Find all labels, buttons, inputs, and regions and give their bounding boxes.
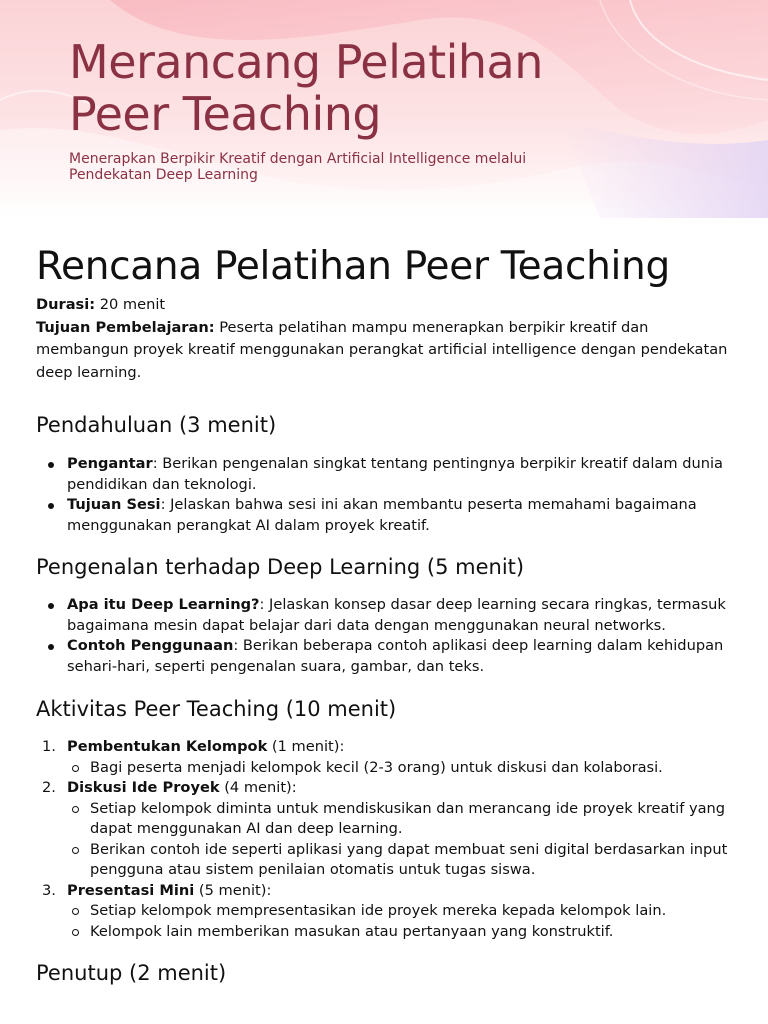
sub-item: Kelompok lain memberikan masukan atau pertanyaan yang konstruktif. <box>67 922 736 943</box>
numbered-list <box>36 737 736 942</box>
sub-item: Setiap kelompok mempresentasikan ide proyek mereka kepada kelompok lain. <box>67 901 736 922</box>
sub-item: Setiap kelompok diminta untuk mendiskusikan dan merancang ide proyek kreatif yang dapat menggunakan AI dan deep learning. <box>67 799 736 840</box>
item-term: Contoh Penggunaan <box>67 637 234 654</box>
item-number: 1. <box>42 738 56 755</box>
tujuan-label: Tujuan Pembelajaran: <box>36 318 215 336</box>
section-heading: Penutup (2 menit) <box>36 961 227 985</box>
item-number: 2. <box>42 779 56 796</box>
item-term: Pengantar <box>67 455 153 472</box>
item-text: : Berikan pengenalan singkat tentang pentingnya berpikir kreatif dalam dunia pendidikan dan teknologi. <box>67 455 723 493</box>
item-duration: (1 menit): <box>267 738 345 755</box>
item-term: Presentasi Mini <box>67 881 195 899</box>
item-term: Diskusi Ide Proyek <box>67 779 220 796</box>
section-aktivitas <box>36 694 736 942</box>
durasi-value: 20 menit <box>95 296 166 313</box>
durasi-label: Durasi: <box>36 296 96 313</box>
meta-info <box>36 294 736 384</box>
section-heading: Aktivitas Peer Teaching (10 menit) <box>36 697 397 721</box>
sub-list <box>67 901 736 942</box>
sub-item: Bagi peserta menjadi kelompok kecil (2-3 orang) untuk diskusi dan kolaborasi. <box>67 758 736 779</box>
item-text: : Jelaskan bahwa sesi ini akan membantu peserta memahami bagaimana menggunakan perangkat AI dalam proyek kreatif. <box>67 496 697 534</box>
item-number: 3. <box>42 881 56 899</box>
document-body <box>36 240 736 985</box>
page-title <box>69 36 709 140</box>
section-heading: Pendahuluan (3 menit) <box>36 413 277 437</box>
item-text: : Jelaskan konsep dasar deep learning secara ringkas, termasuk bagaimana mesin dapat belajar dari data dengan menggunakan neural networks. <box>67 596 726 634</box>
page-title-line2: Peer Teaching <box>69 87 382 141</box>
list-item <box>36 454 736 495</box>
list-item <box>36 636 736 677</box>
section-heading: Pengenalan terhadap Deep Learning (5 menit) <box>36 555 525 579</box>
page-subtitle-line1: Menerapkan Berpikir Kreatif dengan Artificial Intelligence melalui <box>69 151 527 167</box>
document-title: Rencana Pelatihan Peer Teaching <box>36 244 670 289</box>
page-subtitle-line2: Pendekatan Deep Learning <box>69 167 258 183</box>
section-penutup <box>36 958 736 988</box>
bullet-list <box>36 454 736 536</box>
page-title-line1: Merancang Pelatihan <box>69 35 543 89</box>
item-duration: (5 menit): <box>194 881 272 899</box>
tujuan-value: Peserta pelatihan mampu menerapkan berpikir kreatif dan membangun proyek kreatif menggunakan perangkat artificial intelligence dengan pendekatan deep learning. <box>36 318 728 381</box>
item-duration: (4 menit): <box>219 779 297 796</box>
sub-list <box>67 758 736 779</box>
durasi-line <box>36 294 736 317</box>
tujuan-line <box>36 317 736 385</box>
sub-item: Berikan contoh ide seperti aplikasi yang dapat membuat seni digital berdasarkan input pengguna atau sistem penilaian otomatis untuk tugas siswa. <box>67 840 736 881</box>
list-item <box>36 881 736 943</box>
list-item <box>36 595 736 636</box>
list-item <box>36 495 736 536</box>
page-subtitle <box>69 151 589 183</box>
section-deep-learning <box>36 552 736 677</box>
item-term: Tujuan Sesi <box>67 496 161 513</box>
section-pendahuluan <box>36 410 736 536</box>
header-banner <box>0 0 768 218</box>
item-text: : Berikan beberapa contoh aplikasi deep learning dalam kehidupan sehari-hari, seperti pengenalan suara, gambar, dan teks. <box>67 637 724 675</box>
sub-list <box>67 799 736 881</box>
bullet-list <box>36 595 736 677</box>
list-item <box>36 778 736 881</box>
list-item <box>36 737 736 778</box>
item-term: Apa itu Deep Learning? <box>67 596 260 613</box>
item-term: Pembentukan Kelompok <box>67 738 268 755</box>
